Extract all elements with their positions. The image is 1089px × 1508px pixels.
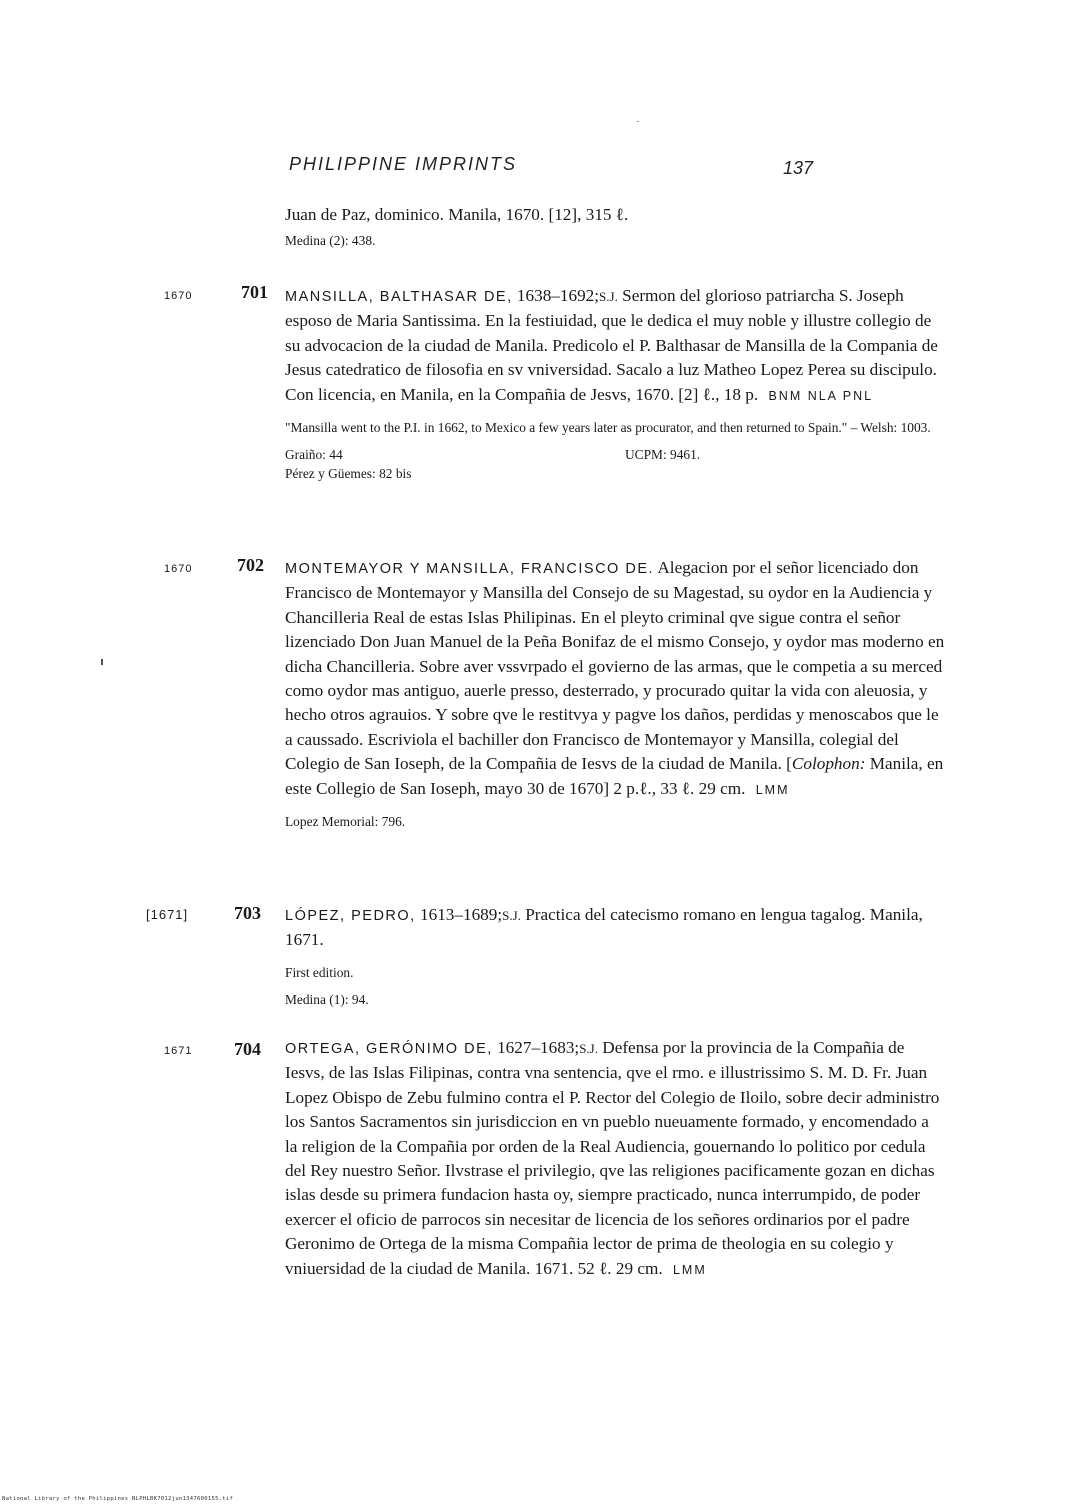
ref-perez: Pérez y Güemes: 82 bis <box>285 466 412 482</box>
entry-title: Alegacion por el señor licenciado don Francisco de Montemayor y Mansilla del Consejo de su Magestad, su oydor en la Audiencia y Chancilleria Real de estas Islas Philipinas. En el pleyto criminal qve sigue contra el señor lizenciado Don Juan Manuel de la Peña Bonifaz de el mismo Consejo, y oydor mas moderno en dicha Chancilleria. Sobre aver vssvrpado el govierno de las armas, que le competia a su merced como oydor mas antiguo, auerle presso, desterrado, y procurado quitar la vida con aleuosia, y hecho otros agrauios. Y sobre qve le restitvya y pagve los daños, perdidas y menoscabos que le a caussado. Escriviola el bachiller don Francisco de Montemayor y Mansilla, colegial del Colegio de San Ioseph, de la Compañia de Iesvs de la ciudad de Manila. [ <box>285 558 945 774</box>
entry-author: LÓPEZ, PEDRO, <box>285 908 416 924</box>
entry-title-cont: Manila, en este Collegio de San Ioseph, mayo 30 de 1670] 2 p.ℓ., 33 ℓ. 29 cm. <box>285 754 944 798</box>
entry-title: Defensa por la provincia de la Compañia de Iesvs, de las Islas Filipinas, contra vna sentencia, qve el rmo. e illustrissimo S. M. D. Fr. Juan Lopez Obispo de Zebu fulmino contra el P. Rector del Colegio de Iloilo, sobre decir administro los Santos Sacramentos sin jurisdiccion en vn pueblo nueuamente formado, y encomendado a la religion de la Compañia por orden de la Real Audiencia, gouernando lo politico por cedula del Rey nuestro Señor. Ilvstrase el privilegio, qve las religiones pacificamente gozan en dichas islas desde su primera fundacion hasta oy, siempre practicado, nunca interrumpido, de poder exercer el oficio de parrocos sin necesitar de licencia de los señores ordinarios por el padre Geronimo de Ortega de la misma Compañia lector de prima de theologia en su colegio y vniuersidad de la ciudad de Manila. 1671. 52 ℓ. 29 cm. <box>285 1038 940 1278</box>
continuation-entry <box>285 203 945 250</box>
entry-701 <box>285 284 945 483</box>
entry-dates: 1613–1689; <box>420 905 503 924</box>
entry-title: Sermon del glorioso patriarcha S. Joseph esposo de Maria Santissima. En la festiuidad, que le dedica el muy noble y illustre collegio de su advocacion de la ciudad de Manila. Predicolo el P. Balthasar de Mansilla de la Compania de Jesus catedratico de filosofia en sv vniversidad. Sacalo a luz Matheo Lopez Perea su discipulo. Con licencia, en Manila, en la Compañia de Jesvs, 1670. [2] ℓ., 18 p. <box>285 286 938 404</box>
entry-702 <box>285 556 945 831</box>
entry-body <box>285 284 945 408</box>
ref-ucpm: UCPM: 9461. <box>625 447 701 463</box>
entry-year: [1671] <box>146 907 189 922</box>
entry-703 <box>285 903 945 1009</box>
entry-number: 701 <box>241 282 268 302</box>
ref-graino: Graiño: 44 <box>285 447 343 463</box>
scan-speck <box>637 121 639 122</box>
entry-quote: "Mansilla went to the P.I. in 1662, to Mexico a few years later as procurator, and then returned to Spain." – Welsh: 1003. <box>285 420 931 436</box>
page-number: 137 <box>783 158 814 178</box>
entry-body <box>285 556 945 802</box>
entry-note: Lopez Memorial: 796. <box>285 814 406 830</box>
entry-order: S.J. <box>502 908 521 923</box>
colophon-label: Colophon: <box>791 754 866 774</box>
continuation-note: Medina (2): 438. <box>285 233 376 249</box>
entry-note: First edition. <box>285 964 354 980</box>
entry-order: S.J. <box>579 1041 598 1056</box>
entry-year: 1670 <box>164 563 193 575</box>
entry-number: 702 <box>237 555 264 575</box>
entry-note: Medina (1): 94. <box>285 991 369 1007</box>
scan-footer: National Library of the Philippines NLPHLBK7012jun1347600155.tif <box>2 1496 234 1502</box>
entry-704 <box>285 1036 945 1282</box>
entry-author: MONTEMAYOR Y MANSILLA, FRANCISCO DE. <box>285 561 655 577</box>
entry-number: 703 <box>234 903 261 923</box>
entry-dates: 1638–1692; <box>516 286 600 305</box>
scan-mark <box>101 659 103 665</box>
entry-title: Practica del catecismo romano en lengua tagalog. Manila, 1671. <box>285 905 923 950</box>
entry-year: 1671 <box>164 1045 193 1057</box>
entry-refs-left <box>285 445 625 483</box>
entry-body <box>285 1036 945 1282</box>
entry-locations: LMM <box>755 782 790 797</box>
entry-order: S.J. <box>599 289 618 304</box>
entry-locations: BNM NLA PNL <box>768 388 874 403</box>
entry-locations: LMM <box>672 1262 707 1277</box>
continuation-text: Juan de Paz, dominico. Manila, 1670. [12], 315 ℓ. <box>285 205 629 224</box>
entry-number: 704 <box>234 1039 261 1059</box>
entry-dates: 1627–1683; <box>497 1038 580 1057</box>
entry-author: ORTEGA, GERÓNIMO DE, <box>285 1041 493 1057</box>
running-header: PHILIPPINE IMPRINTS <box>289 154 518 174</box>
entry-year: 1670 <box>164 290 193 302</box>
entry-author: MANSILLA, BALTHASAR DE, <box>285 289 513 305</box>
entry-body <box>285 903 945 953</box>
entry-references <box>285 445 945 483</box>
